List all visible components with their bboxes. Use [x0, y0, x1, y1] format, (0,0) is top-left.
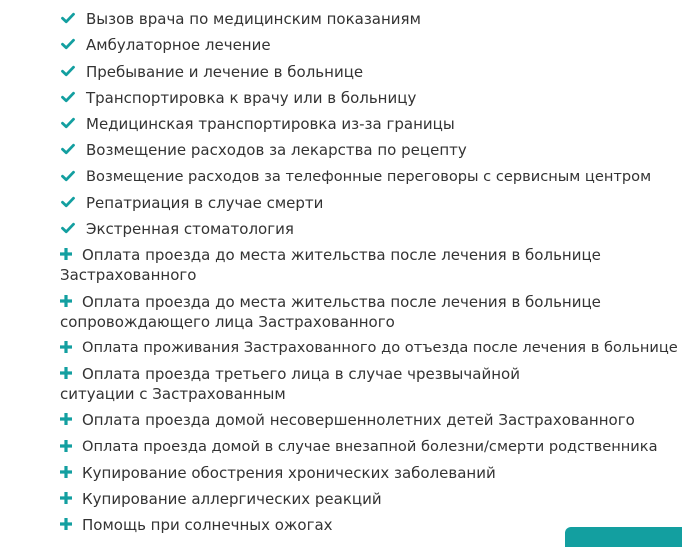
list-item-label: Возмещение расходов за лекарства по рецепту: [86, 141, 467, 159]
check-icon: [61, 116, 75, 130]
list-item-label-continued: Застрахованного: [60, 266, 197, 284]
list-item-label-continued: ситуации с Застрахованным: [60, 385, 286, 403]
list-item-label: Транспортировка к врачу или в больницу: [86, 89, 417, 107]
plus-icon: [59, 412, 73, 426]
list-item-label: Помощь при солнечных ожогах: [82, 516, 333, 534]
list-item-label: Оплата проезда домой в случае внезапной болезни/смерти родственника: [82, 438, 658, 455]
list-item-label: Вызов врача по медицинским показаниям: [86, 10, 421, 28]
check-icon: [61, 90, 75, 104]
check-icon: [61, 142, 75, 156]
plus-icon: [59, 294, 73, 308]
list-item-label: Оплата проезда домой несовершеннолетних детей Застрахованного: [82, 411, 635, 429]
plus-icon: [59, 491, 73, 505]
plus-icon: [59, 465, 73, 479]
plus-icon: [59, 517, 73, 531]
list-item-label: Медицинская транспортировка из-за границы: [86, 115, 455, 133]
check-icon: [61, 11, 75, 25]
list-item-label: Амбулаторное лечение: [86, 36, 271, 54]
plus-icon: [59, 247, 73, 261]
list-item-label: Купирование аллергических реакций: [82, 490, 382, 508]
plus-icon: [59, 366, 73, 380]
list-item-label: Пребывание и лечение в больнице: [86, 63, 364, 81]
check-icon: [61, 64, 75, 78]
action-button-edge[interactable]: [565, 527, 682, 547]
plus-icon: [59, 439, 73, 453]
list-item-label: Оплата проезда до места жительства после лечения в больнице: [82, 246, 601, 264]
list-item-label-continued: сопровождающего лица Застрахованного: [60, 313, 395, 331]
check-icon: [61, 221, 75, 235]
check-icon: [61, 37, 75, 51]
check-icon: [61, 169, 75, 183]
list-item-label: Оплата проезда третьего лица в случае чрезвычайной: [82, 365, 520, 383]
list-item-label: Возмещение расходов за телефонные переговоры с сервисным центром: [86, 168, 652, 185]
list-item-label: Экстренная стоматология: [86, 220, 294, 238]
list-item-label: Оплата проживания Застрахованного до отъезда после лечения в больнице: [82, 339, 678, 356]
plus-icon: [59, 340, 73, 354]
check-icon: [61, 195, 75, 209]
list-item-label: Купирование обострения хронических заболеваний: [82, 464, 496, 482]
list-item-label: Репатриация в случае смерти: [86, 194, 324, 212]
list-item-label: Оплата проезда до места жительства после лечения в больнице: [82, 293, 601, 311]
